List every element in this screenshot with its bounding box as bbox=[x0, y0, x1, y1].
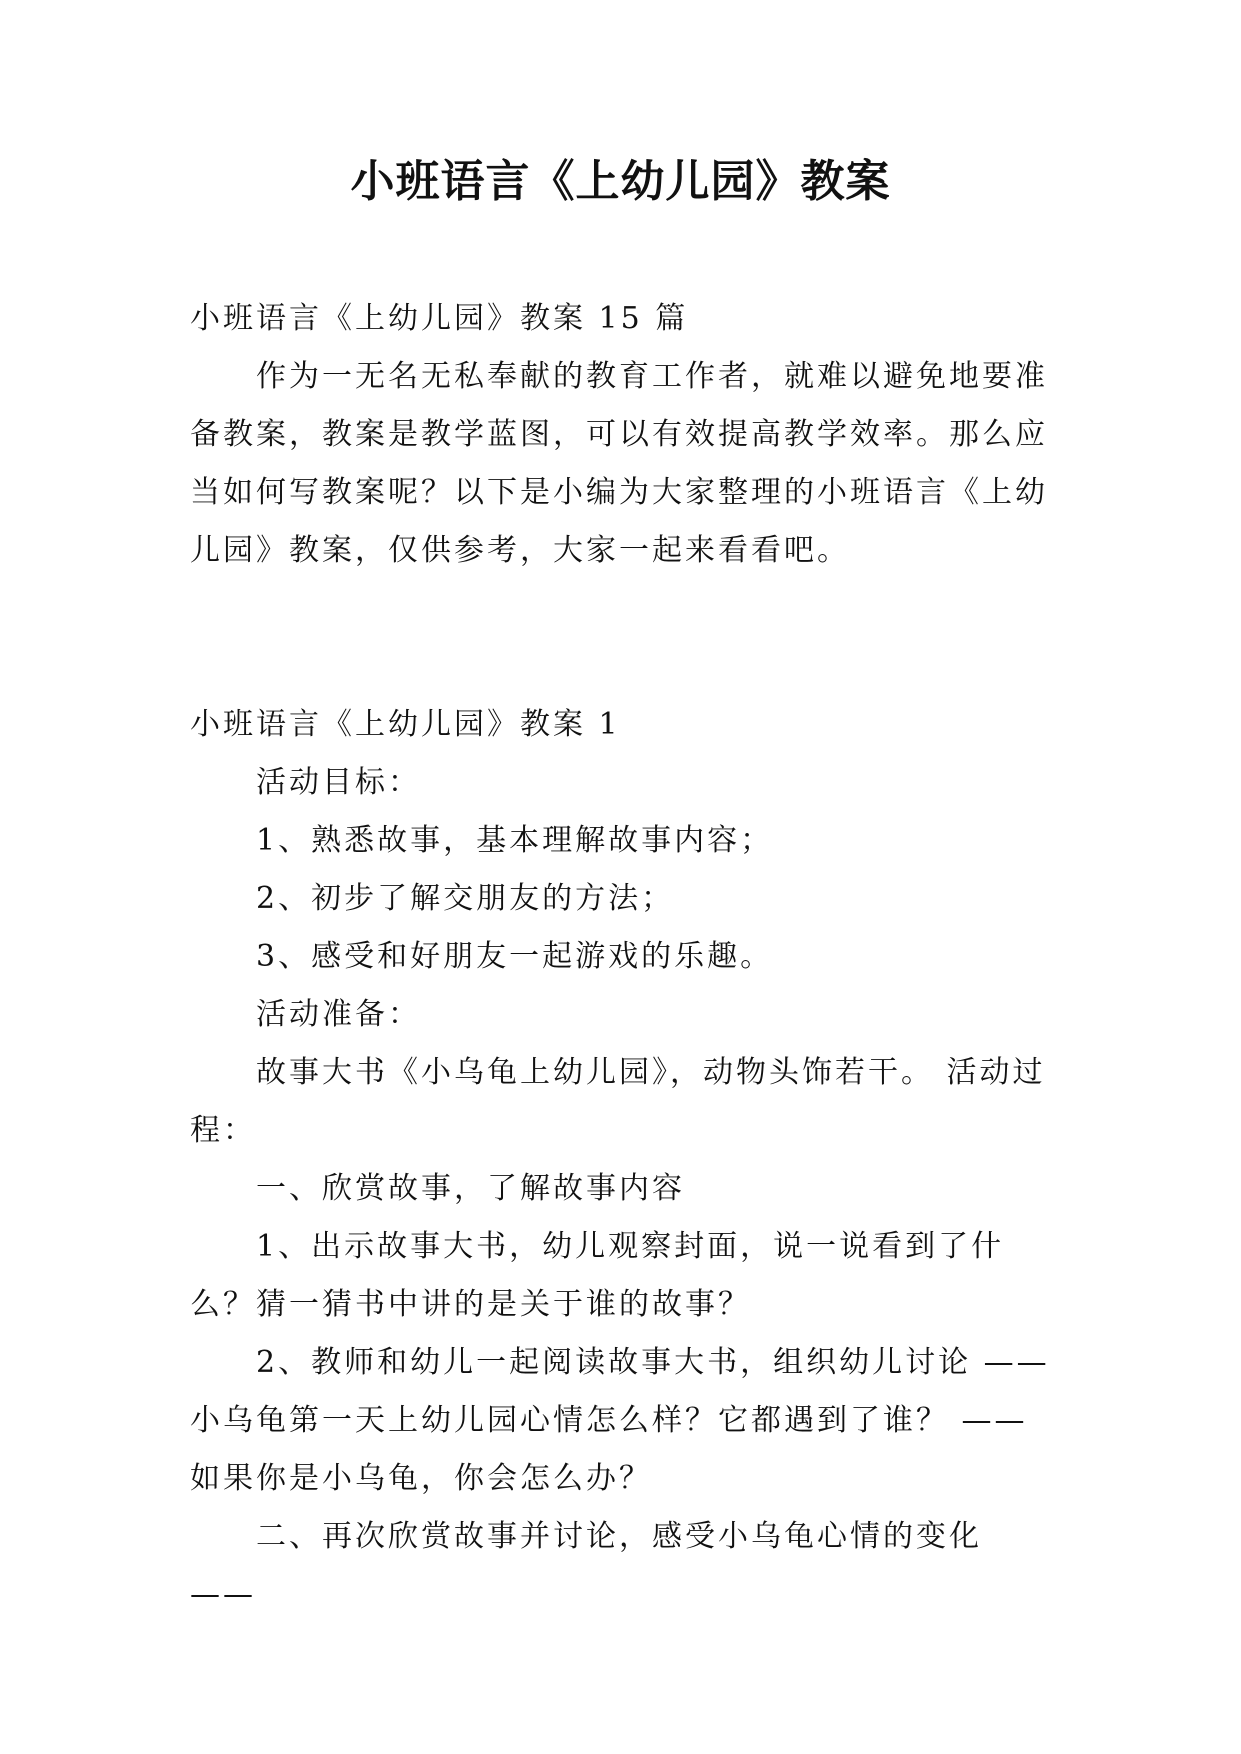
paragraph-preparation-label: 活动准备： bbox=[256, 997, 421, 1032]
paragraph-objective-2: 2、初步了解交朋友的方法； bbox=[256, 881, 675, 916]
paragraph-preparation: 故事大书《小乌龟上幼儿园》，动物头饰若干。 活动过程： bbox=[190, 1055, 1046, 1148]
paragraph-lesson-heading: 小班语言《上幼儿园》教案 1 bbox=[190, 707, 621, 742]
paragraph-spacer bbox=[190, 580, 1060, 696]
paragraph-step-one: 一、欣赏故事，了解故事内容 bbox=[256, 1171, 685, 1206]
document-body bbox=[190, 290, 1060, 1624]
document-title: 小班语言《上幼儿园》教案 bbox=[350, 156, 891, 207]
paragraph-step-one-2: 2、教师和幼儿一起阅读故事大书，组织幼儿讨论 ——小乌龟第一天上幼儿园心情怎么样？它都遇到了谁？ ——如果你是小乌龟，你会怎么办？ bbox=[190, 1345, 1050, 1496]
paragraph-collection-heading: 小班语言《上幼儿园》教案 15 篇 bbox=[190, 301, 689, 336]
paragraph-objective-1: 1、熟悉故事，基本理解故事内容； bbox=[256, 823, 774, 858]
paragraph-objectives-label: 活动目标： bbox=[256, 765, 421, 800]
paragraph-intro: 作为一无名无私奉献的教育工作者，就难以避免地要准备教案，教案是教学蓝图，可以有效提高教学效率。那么应当如何写教案呢？以下是小编为大家整理的小班语言《上幼儿园》教案，仅供参考，大家一起来看看吧。 bbox=[190, 359, 1048, 568]
paragraph-objective-3: 3、感受和好朋友一起游戏的乐趣。 bbox=[256, 939, 774, 974]
paragraph-step-one-1: 1、出示故事大书，幼儿观察封面，说一说看到了什么？猜一猜书中讲的是关于谁的故事？ bbox=[190, 1229, 1005, 1322]
paragraph-step-two: 二、再次欣赏故事并讨论，感受小乌龟心情的变化 —— bbox=[190, 1519, 982, 1612]
